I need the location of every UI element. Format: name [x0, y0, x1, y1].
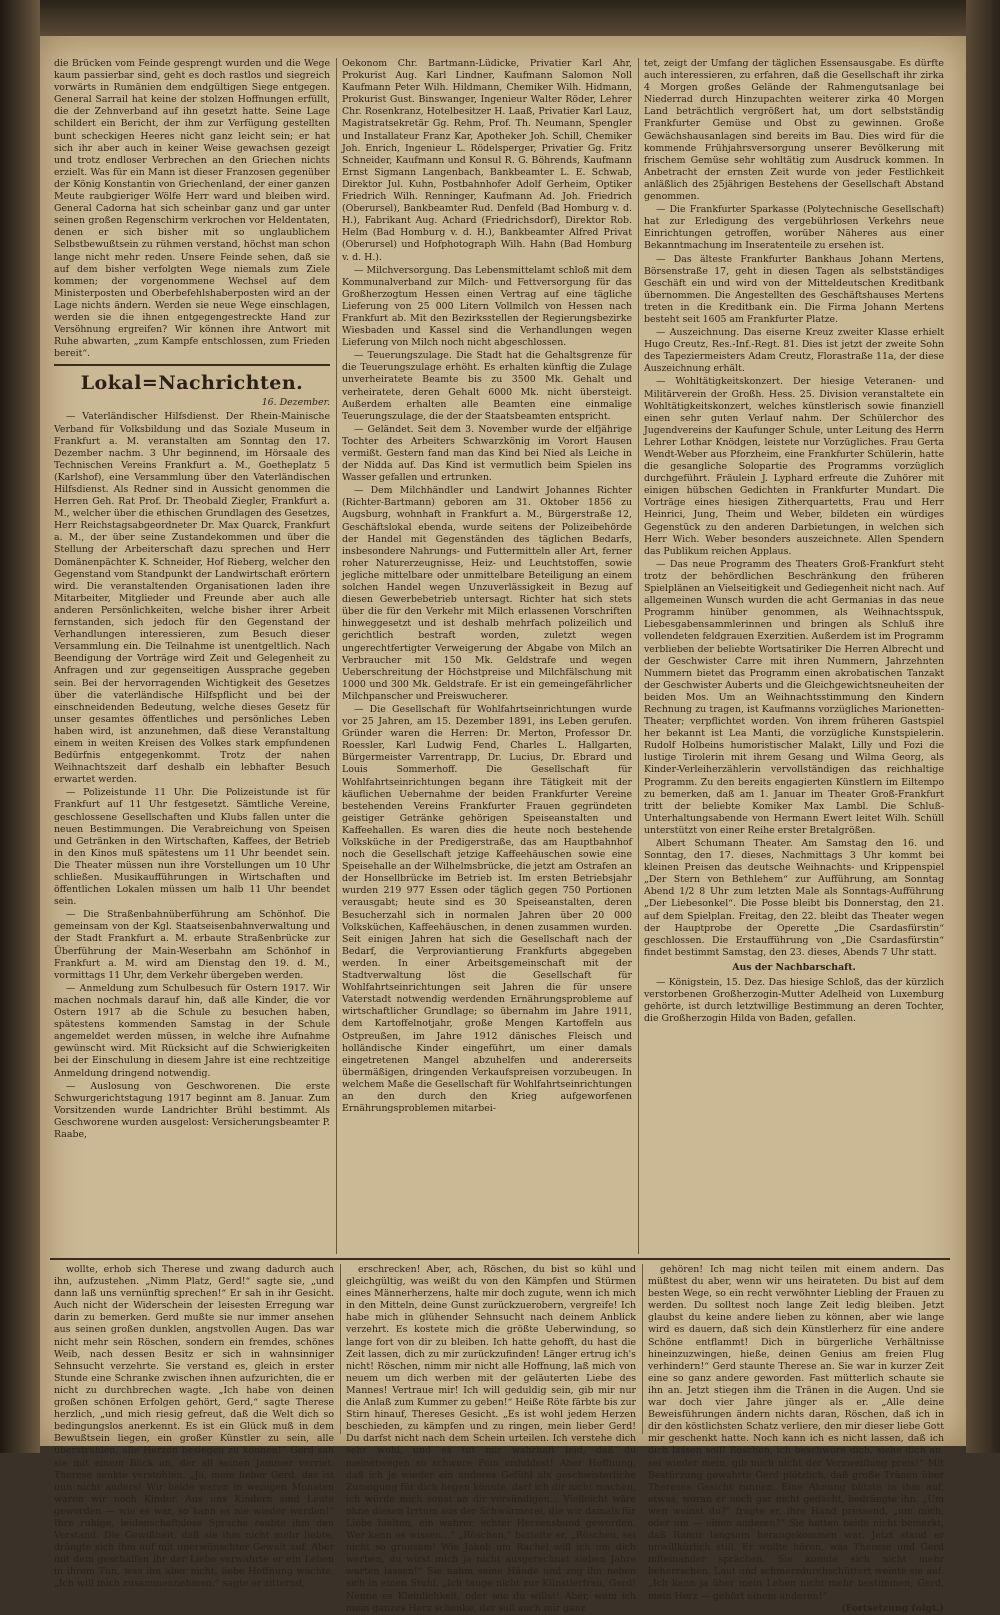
article-paragraph: — Auslosung von Geschworenen. Die erste Schwurgerichtstagung 1917 beginnt am 8. Januar. Zum Vorsitzenden wurde Landrichter Brühl bestimmt. Als Geschworene wurden ausgelost: Versicherungsbeamter P. Raabe,	[54, 1080, 331, 1140]
article-paragraph: — Dem Milchhändler und Landwirt Johannes Richter (Richter-Bartmann) geboren am 31. Oktober 1856 zu Augsburg, wohnhaft in Frankfurt a. M., Bürgerstraße 12, Geschäftslokal ebenda, wurde seitens der Polizeibehörde der Handel mit Gegenständen des täglichen Bedarfs, insbesondere Nahrungs- und Futtermitteln aller Art, ferner roher Naturerzeugnisse, Heiz- und Leuchtstoffen, sowie jegliche mittelbare oder unmittelbare Beteiligung an einem solchen Handel wegen Unzuverlässigkeit in Bezug auf diesen Gewerbebetrieb untersagt. Richter hat sich stets über die für den Verkehr mit Milch erlassenen Vorschriften hinweggesetzt und ist deshalb mehrfach polizeilich und gerichtlich bestraft worden, zuletzt wegen ungerechtfertigter Verweigerung der Abgabe von Milch an Verbraucher mit 150 Mk. Geldstrafe und wegen Ueberschreitung der Höchstpreise und Milchfälschung mit 1000 und 300 Mk. Geldstrafe. Er ist ein gemeingefährlicher Milchpanscher und Preiswucherer.	[342, 485, 632, 702]
article-paragraph: — Auszeichnung. Das eiserne Kreuz zweiter Klasse erhielt Hugo Creutz, Res.-Inf.-Regt. 81. Dies ist jetzt der zweite Sohn des Tapeziermeisters Adam Creutz, Florastraße 11a, der diese Auszeichnung erhält.	[644, 327, 944, 375]
serial-novel-column-2	[346, 1264, 636, 1614]
serial-text: gehören! Ich mag nicht teilen mit einem andern. Das müßtest du aber, wenn wir uns heirateten. Du bist auf dem besten Wege, so ein recht verwöhnter Liebling der Frauen zu werden. Du solltest noch lange Zeit ledig bleiben. Jetzt glaubst du keine andere lieben zu können, aber wie lange wird es dauern, daß sich dein Künstlerherz für eine andere Schöne entflammt! Dich in bürgerliche Verhältnisse hineinzuzwingen, hieße, deinen Genius am freien Flug verhindern!“ Gerd staunte Therese an. Sie war in kurzer Zeit eine so ganz andere geworden. Fast mütterlich schaute sie ihn an. Jetzt stiegen ihm die Tränen in die Augen. Und sie war doch vier Jahre jünger als er. „Alle deine Beweisführungen ändern nichts daran, Röschen, daß ich in dir den köstlichsten Schatz verliere, den mir dieser liebe Gott mir geschenkt hatte. Noch kann ich es nicht lassen, daß ich dich lassen soll! Röschen, ich beschwöre dich, siehe dich an, sei wieder mein, gib mich nicht der Verzweiflung preis!“ Mit Bestürzung gewahrte Gerd plötzlich, daß große Tränen über Thereses Gesicht rannen. Eine Ahnung blitzte in ihm auf, etwas, woran er noch gar nicht gedacht, bedrängte ihn. „Um wen weinst du?“ fragte er, ihre Hand pressend, „um mich, oder um — einen anderen?“ Sie hatten beide nicht bemerkt, daß Ramiz langsam herangekommen war. Jetzt stand er unwillkürlich still. Er wollte hören, was Therese und Gerd miteinander sprächen. Sie konnte sich nicht mehr beherrschen. Laut und schmerzdurchschüttert weinte sie auf. „Ich kann ja über mein Leben nicht mehr bestimmen, Gerd, mein Herz — gehört einem anderen!“	[648, 1264, 944, 1602]
article-paragraph: — Vaterländischer Hilfsdienst. Der Rhein-Mainische Verband für Volksbildung und das Soziale Museum in Frankfurt a. M. veranstalten am Sonntag den 17. Dezember nachm. 3 Uhr beginnend, im Hörsaale des Technischen Vereins Frankfurt a. M., Goetheplatz 5 (Karlshof), eine Versammlung über den Vaterländischen Hilfsdienst. Als Redner sind in Aussicht genommen die Herren Geh. Rat Prof. Dr. Theobald Ziegler, Frankfurt a. M., welcher über die ethischen Grundlagen des Gesetzes, Herr Reichstagsabgeordneter Dr. Max Quarck, Frankfurt a. M., der über seine Zustandekommen und über die Stellung der Arbeiterschaft dazu sprechen und Herr Domänenpächter K. Schneider, Hof Rieberg, welcher den Gegenstand vom Standpunkt der Landwirtschaft erörtern wird. Die veranstaltenden Organisationen laden ihre Mitarbeiter, Mitglieder und Freunde aber auch alle anderen Persönlichkeiten, welche bisher ihrer Arbeit fernstanden, sich jedoch für den Gegenstand der Verhandlungen interessieren, zum Besuch dieser Versammlung ein. Die Teilnahme ist unentgeltlich. Nach Beendigung der Vorträge wird Zeit und Gelegenheit zu Anfragen und zur gegenseitigen Aussprache gegeben sein. Bei der hervorragenden Wichtigkeit des Gesetzes über die vaterländische Hilfspflicht und bei der einschneidenden Bedeutung, welche dieses Gesetz für unser gesamtes öffentliches und persönliches Leben haben wird, ist anzunehmen, daß diese Veranstaltung einem in weiten Kreisen des Volkes stark empfundenen Bedürfnis entgegenkommt. Trotz der nahen Weihnachtszeit darf deshalb ein lebhafter Besuch erwartet werden.	[54, 411, 330, 786]
article-paragraph: — Das neue Programm des Theaters Groß-Frankfurt steht trotz der behördlichen Beschränkung den früheren Spielplänen an Vielseitigkeit und Gediegenheit nicht nach. Auf allgemeinen Wunsch wurden die acht Germanias in das neue Programm hinüber genommen, als Weihnachtsspuk, Liebesgabensammlerinnen und bringen als Schluß ihre vollendeten feldgrauen Exerzitien. Außerdem ist im Programm verblieben der beliebte Wortsatiriker Die Herren Albrecht und der Geschwister Carre mit ihren Nummern, Jahrzehnten Nummern bietet das Programm einen akrobatischen Tanzakt der Geschwister Auberts und die Gleichgewichtsneuheiten der beiden Mos. Um an Weihnachtsstimmung den Kindern Rechnung zu tragen, ist Kaufmanns vorzügliches Marionetten-Theater; verpflichtet worden. Von ihrem früheren Gastspiel her bekannt ist Lea Manti, die vorzügliche Kunstspielerin. Rudolf Holbeins humoristischer Malakt, Lilly und Fozi die lustige Tirolerin mit ihrem Gesang und Wilma Georg, als Kinder-Verleiherzählerin vervollständigen das reichhaltige Programm. Zu den bereits engagierten Künstlern im Eiltempo zu bemerken, daß am 1. Januar im Theater Groß-Frankfurt tritt der beliebte Komiker Max Lambl. Die Schluß-Unterhaltungsabende von Hermann Ewert leitet Wilh. Schüll unterstützt von einer Reihe erster Bretalgrößen.	[644, 558, 944, 836]
article-paragraph: Oekonom Chr. Bartmann-Lüdicke, Privatier Karl Ahr, Prokurist Aug. Karl Lindner, Kaufmann Salomon Noll Kaufmann Peter Wilh. Hildmann, Chemiker Wilh. Hidmann, Prokurist Gust. Binswanger, Ingenieur Walter Röder, Lehrer Chr. Rosenkranz, Hotelbesitzer H. Laaß, Privatier Karl Lauz, Magistratsekretär Gg. Rehm, Prof. Th. Neumann, Spengler und Installateur Franz Kar, Apotheker Joh. Schill, Chemiker Joh. Enrich, Ingenieur L. Rödelsperger, Privatier Gg. Fritz Schneider, Kaufmann und Konsul R. G. Böhrends, Kaufmann Ernst Sigmann Langenbach, Bankbeamter L. E. Schwab, Direktor Jul. Kuhn, Postbahnhofer Adolf Gerheim, Optiker Friedrich Wilh. Renninger, Kaufmann Ad. Joh. Friedrich (Oberursel), Bankbeamter Rud. Denfeld (Bad Homburg v. d. H.), Fabrikant Aug. Achard (Friedrichsdorf), Direktor Rob. Helm (Bad Homburg v. d. H.), Bankbeamter Alfred Privat (Oberursel) und Hofphotograph Wilh. Hahn (Bad Homburg v. d. H.).	[342, 58, 632, 263]
subhead-neighborhood: Aus der Nachbarschaft.	[732, 961, 856, 973]
column-rule	[642, 1264, 643, 1434]
article-paragraph: — Die Straßenbahnüberführung am Schönhof. Die gemeinsam von der Kgl. Staatseisenbahnverwaltung und der Stadt Frankfurt a. M. erbaute Straßenbrücke zur Überführung der Main-Weserbahn am Schönhof in Frankfurt a. M. wird am Dienstag den 19. d. M., vormittags 11 Uhr, dem Verkehr übergeben werden.	[54, 909, 330, 981]
war-report-paragraph: die Brücken vom Feinde gesprengt wurden und die Wege kaum passierbar sind, geht es doch rastlos und siegreich vorwärts in Rumänien dem endgültigen Siege entgegen. General Sarrail hat keine der stolzen Hoffnungen erfüllt, die der Zehnverband auf ihn gesetzt hatte. Seine Lage schildert ein Bericht, der ihm zur Verfügung gestellten bunt scheckigen Heeres nicht ganz leicht sein; er hat sich ihr aber auch in keiner Weise gewachsen gezeigt und trotz endloser Verbrechen an den Griechen nichts erzielt. Was für ein Mann ist dieser Franzosen gegenüber der König Konstantin von Griechenland, der einer ganzen Meute raubgieriger Wölfe Herr ward und bleiben wird. General Cadorna hat sich scheinbar ganz und gar unter seinen großen Regenschirm verkrochen vor Heldentaten, denen er sich bisher mit so unglaublichem Selbstbewußtsein zu rühmen verstand, höchst man schon lange nicht mehr reden. Unsere Feinde sehen, daß sie auf dem bisher verfolgten Wege niemals zum Ziele kommen; der vorgenommene Wechsel auf dem Ministerposten und Oberbefehlshaberposten wird an der Lage nichts ändern. Werden sie neue Wege einschlagen, werden sie die ihnen entgegengestreckte Hand zur Versöhnung ergreifen? Wir können ihre Antwort mit Ruhe abwarten, „zum Kampfe entschlossen, zum Frieden bereit“.	[54, 58, 330, 360]
continued-note: (Fortsetzung folgt.)	[841, 1602, 944, 1614]
serial-novel-column-1	[54, 1264, 334, 1590]
article-paragraph: — Die Frankfurter Sparkasse (Polytechnische Gesellschaft) hat zur Erledigung des vergebührlosen Verkehrs neue Einrichtungen getroffen, worüber Näheres aus einer Bekanntmachung im Inseratenteile zu ersehen ist.	[644, 204, 944, 252]
column-3	[644, 58, 944, 1278]
column-rule	[638, 58, 639, 1254]
article-paragraph: — Anmeldung zum Schulbesuch für Ostern 1917. Wir machen nochmals darauf hin, daß alle Kinder, die vor Ostern 1917 ab die Schule zu besuchen haben, spätestens kommenden Samstag in der Schule angemeldet werden müssen, in welche ihre Aufnahme gewünscht wird. Mit Rücksicht auf die Schwierigkeiten bei der Einschulung in diesem Jahre ist eine rechtzeitige Anmeldung dringend notwendig.	[54, 982, 330, 1079]
article-paragraph: Albert Schumann Theater. Am Samstag den 16. und Sonntag, den 17. dieses, Nachmittags 3 Uhr kommt bei kleinen Preisen das deutsche Weihnachts- und Krippenspiel „Der Stern von Bethlehem“ zur Aufführung, am Sonntag Abend 1/2 8 Uhr zum letzten Male als Sonntags-Aufführung „Der Liebesonkel“. Die Posse bleibt bis Donnerstag, den 21. auf dem Spielplan. Freitag, den 22. bleibt das Theater wegen der Hauptprobe der Operette „Die Csardasfürstin“ geschlossen. Die Erstaufführung von „Die Csardasfürstin“ findet bestimmt Samstag, den 23. dieses, Abends 7 Uhr statt.	[644, 838, 944, 958]
page-right-edge	[966, 0, 1000, 1453]
section-title: Lokal=Nachrichten.	[80, 372, 304, 395]
book-binding	[0, 0, 40, 1453]
article-paragraph: — Das älteste Frankfurter Bankhaus Johann Mertens, Börsenstraße 17, geht in diesen Tagen als selbstständiges Geschäft ein und wird von der Mitteldeutschen Kreditbank übernommen. Die Angestellten des Geschäftshauses Mertens treten in die Kreditbank ein. Die Firma Johann Mertens besteht seit 1605 am Frankfurter Platze.	[644, 253, 944, 325]
page-top-edge	[40, 0, 966, 36]
column-rule	[340, 1264, 341, 1434]
section-divider	[54, 364, 330, 366]
article-paragraph: — Milchversorgung. Das Lebensmittelamt schloß mit dem Kommunalverband zur Milch- und Fettversorgung für das Großherzogtum Hessen einen Vertrag auf eine tägliche Lieferung von 25 000 Litern Vollmilch von Hessen nach Frankfurt ab. Mit den Bezirksstellen der Regierungsbezirke Wiesbaden und Kassel sind die Verhandlungen wegen Lieferung von Milch noch nicht abgeschlossen.	[342, 264, 632, 349]
article-paragraph: tet, zeigt der Umfang der täglichen Essensausgabe. Es dürfte auch interessieren, zu erfahren, daß die Gesellschaft ihr zirka 4 Morgen großes Gelände der Rahmengutsanlage bei Niederrad durch Hinzupachten weiterer zirka 40 Morgen Land beträchtlich vergrößert hat, um dort selbstständig Frankfurter Gemüse und Obst zu gewinnen. Große Gewächshausanlagen sind bereits im Bau. Dies wird für die kommende Frühjahrsversorgung unserer Bevölkerung mit frischem Gemüse sehr wohltätig zum Ausdruck kommen. In Anbetracht der ernsten Zeit wurde von jeder Festlichkeit anläßlich des 25jährigen Bestehens der Gesellschaft Abstand genommen.	[644, 58, 944, 203]
article-paragraph: — Königstein, 15. Dez. Das hiesige Schloß, das der kürzlich verstorbenen Großherzogin-Mutter Adelheid von Luxemburg gehörte, ist durch letztwillige Bestimmung an deren Tochter, die Großherzogin Hilda von Baden, gefallen.	[644, 977, 944, 1025]
column-2	[342, 58, 632, 1278]
article-paragraph: — Geländet. Seit dem 3. November wurde der elfjährige Tochter des Arbeiters Schwarzkönig im Vorort Hausen vermißt. Gestern fand man das Kind bei Nied als Leiche in der Nidda auf. Das Kind ist vermutlich beim Spielen ins Wasser gefallen und ertrunken.	[342, 423, 632, 484]
serial-text: erschrecken! Aber, ach, Röschen, du bist so kühl und gleichgültig, was weißt du von den Kämpfen und Stürmen eines Männerherzens, halte mir doch zugute, wenn ich mich in den Mitteln, deine Gunst zurückzuerobern, vergreife! Ich habe mich in glühender Sehnsucht nach deinem Anblick verzehrt. Es kostete mich die größte Ueberwindung, so lange fort von dir zu bleiben. Ich hatte gehofft, du hast die Zeit lassen, dich zu mir zurückzufinden! Länger ertrug ich's nicht! Röschen, nimm mir nicht alle Hoffnung, laß mich von neuem um dich werben mit der geläuterten Liebe des Mannes! Vertraue mir! Ich will geduldig sein, gib mir nur die Anlaß zum Kummer zu geben!“ Heiße Röte färbte bis zur Stirn hinauf, Thereses Gesicht. „Es ist wohl jedem Herzen beschieden, zu kämpfen und zu ringen, mein lieber Gerd! Du darfst nicht nach dem Schein urteilen. Ich verstehe dich sehr wohl, und es tut mir wahrhaft leid, daß du meinetwegen so schwere Pein erduldest! Aber Hoffnung, daß ich je wieder ein anderes Gefühl als geschwisterliche Zuneigung für dich hegen könnte, darf ich dir nicht machen, ich würde mich sonst an dir versündigen... Vielleicht wäre ohne diesen Irrtum aus der Schwärmerei, die wir damals für Liebe hielten, ein wahrer, echter Herzensbund geworden. Wer kann es wissen...“ „Röschen,“ bettelte er, „Röschen, sei nicht so grausam! Wie Jakob um Rachel will ich um dich werben, du wirst mich ja nicht ausgerechnet sieben Jahre warten lassen!“ Sie nahm seine Hände und zog ihn neben sich in einen Stuhl. „Ich tauge nicht zur Künstlerfrau, Gerd! Nenne es Kleinlichkeit, oder wie du willst! Aber, wem ich mein ganzes Herz schenke, der soll auch mir ganz	[346, 1264, 636, 1614]
article-paragraph: — Wohltätigkeitskonzert. Der hiesige Veteranen- und Militärverein der Großh. Hess. 25. Division veranstaltete ein Wohltätigkeitskonzert, welches künstlerisch sowie finanziell einen sehr guten Verlauf nahm. Der Schülerchor des Jugendvereins der Kaufunger Schule, unter Leitung des Herrn Lehrer Lothar Knödgen, leistete nur Vorzügliches. Frau Gerta Wendt-Weber aus Pforzheim, eine Frankfurter Schülerin, hatte die gesangliche Solopartie des Programms vorzüglich durchgeführt. Fräulein J. Lyphard erfreute die Zuhörer mit einigen hübschen Gedichten in Frankfurter Mundart. Die Vorträge eines hiesigen Zitherquartetts, Frau und Herr Heinrici, Jung, Theim und Weber, bildeten ein würdiges Gegenstück zu den anderen Darbietungen, in welchen sich Herr Wich. Weber besonders auszeichnete. Allen Spendern das Publikum reichen Applaus.	[644, 376, 944, 557]
column-rule	[336, 58, 337, 1254]
feuilleton-divider	[50, 1258, 950, 1260]
newspaper-page	[40, 36, 966, 1614]
serial-text: wollte, erhob sich Therese und zwang dadurch auch ihn, aufzustehen. „Nimm Platz, Gerd!“ sagte sie, „und dann laß uns vernünftig sprechen!“ Er sah in ihr Gesicht. Auch nicht der Widerschein der leisesten Erregung war darin zu bemerken. Gerd mußte sie nur immer ansehen aus seinen großen dunklen, angstvollen Augen. Das war nicht mehr sein Röschen, sondern ein fremdes, schönes Weib, nach dessen Besitz er sich in wahnsinniger Sehnsucht verzehrte. Sie verstand es, gleich in erster Stunde eine Schranke zwischen ihnen aufzurichten, die er nicht zu durchbrechen wagte. „Ich habe von deinen großen schönen Erfolgen gehört, Gerd,“ sagte Therese herzlich, „und mich riesig gefreut, daß die Welt dich so bedingungslos anerkennt. Es ist ein Glück muß in dem Bewußtsein liegen, ein großer Künstler zu sein, alle überstrahlen, alle Herzen besiegen zu können!“ Gerd sah sie mit einem Blick an, der all seinen Jammer verriet. Therese senkte verstohlen. „Ja, mein lieber Gerd, das ist nun nicht anders! Wir beide waren in wenigen Monaten waren wir noch Kinder. Aus uns Kindern sind Leute geworden — wie es war, so kann es nie wieder werden!“ Ihre ruhige, leidenschaftslose Sprache raubte ihm den Verstand. Die Gewißheit, daß sie ihm nicht mehr liebte, drängte sich ihm auf mit unerwünschter Gewalt auf. Aber mit dem geschaffen ihr der Liebe verwahrte er ein Leben in ihrem Tun, was ihn aber nicht, liebe Hoffnung wachte. „Ich will mich zusammennehmen,“ sagte er zitternd,	[54, 1264, 334, 1590]
article-paragraph: — Teuerungszulage. Die Stadt hat die Gehaltsgrenze für die Teuerungszulage erhöht. Es erhalten künftig die Zulage unverheiratete Beamte bis zu 3500 Mk. Gehalt und verheiratete, deren Gehalt 6000 Mk. nicht übersteigt. Außerdem erhalten alle Beamten eine einmalige Teuerungszulage, die der der Staatsbeamten entspricht.	[342, 350, 632, 422]
serial-novel-column-3	[648, 1264, 944, 1614]
section-date: 16. Dezember.	[261, 397, 330, 409]
column-1	[54, 58, 330, 1244]
article-paragraph: — Die Gesellschaft für Wohlfahrtseinrichtungen wurde vor 25 Jahren, am 15. Dezember 1891, ins Leben gerufen. Gründer waren die Herren: Dr. Merton, Professor Dr. Roessler, Karl Ludwig Fend, Charles L. Hallgarten, Bürgermeister Varrentrapp, Dr. Lucius, Dr. Ebrard und Louis Sommerhoff. Die Gesellschaft für Wohlfahrtseinrichtungen begann ihre Tätigkeit mit der käuflichen Uebernahme der beiden Frankfurter Vereine bestehenden Vereins Frankfurter Frauen gegründeten geistiger Getränke gehörigen Speiseanstalten und Kaffeehallen. Es waren dies die heute noch bestehende Volksküche in der Predigerstraße, das am Hauptbahnhof noch die Gesellschaft jetzige Kaffeehäuschen sowie eine Speisehalle an der Wilhelmsbrücke, die jetzt am Ostrafen an der Honsellbrücke im Betrieb ist. Im ersten Betriebsjahr wurden 219 977 Essen oder täglich gegen 750 Portionen verausgabt; heute sind es 30 Speiseanstalten, deren Besucherzahl sich in normalen Jahren über 20 000 Volksküchen, Kaffeehäuschen, in denen zusammen wurden. Seit einigen Jahren hat sich die Gesellschaft nach der Bedarf, die Verproviantierung Frankfurts abgegeben werden. In einer Arbeitsgemeinschaft mit der Stadtverwaltung löst die Gesellschaft für Wohlfahrtseinrichtungen seit Jahren die für unsere Vaterstadt notwendig werdenden Ernährungsprobleme auf wirtschaftlicher Grundlage; so übernahm im Jahre 1911, dem Kartoffelnotjahr, große Mengen Kartoffeln aus Ostpreußen, im Jahre 1912 dänisches Fleisch und holländische Kinder eingeführt, um einer damals eingetretenen Mangel abzuhelfen und andererseits übermäßigen, dringenden Verkaufspreisen vorzubeugen. In welchem Maße die Gesellschaft für Wohlfahrtseinrichtungen an den durch den Krieg aufgeworfenen Ernährungsproblemen mitarbei-	[342, 703, 632, 1115]
article-paragraph: — Polizeistunde 11 Uhr. Die Polizeistunde ist für Frankfurt auf 11 Uhr festgesetzt. Sämtliche Vereine, geschlossene Gesellschaften und Klubs fallen unter die neuen Bestimmungen. Die Verabreichung von Speisen und Getränken in den Wirtschaften, Kaffees, der Betrieb in den Kinos muß spätestens um 11 Uhr beendet sein. Die Theater müssen nun ihre Vorstellungen um 10 Uhr schließen. Musikaufführungen in Wirtschaften und öffentlichen Lokalen müssen um halb 11 Uhr beendet sein.	[54, 787, 330, 908]
